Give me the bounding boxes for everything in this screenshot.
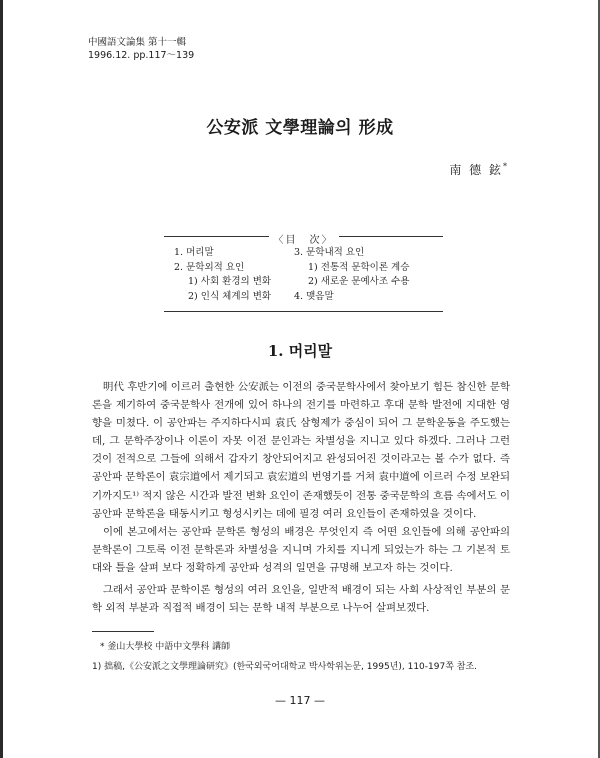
toc-heading: 〈目 次〉 xyxy=(269,235,339,246)
author-footnote-mark: * xyxy=(503,162,507,171)
footnote-affiliation: * 釜山大學校 中語中文學科 講師 xyxy=(100,642,231,652)
paragraph: 明代 후반기에 이르러 출현한 公安派는 이전의 중국문학사에서 찾아보기 힘든 참신한 문학론을 제기하여 중국문학사 전개에 있어 하나의 전기를 마련하고 후대 문학 발전에 지대한 영향을 미쳤다. 이 공안파는 주지하다시피 袁氏 삼형제가 중심이 되어 그 문학운동을 주도했는데, 그 문학주장이나 이론이 자못 이전 문인과는 차별성을 지니고 있다 하겠다. 그러나 그런 것이 전적으로 그들에 의해서 갑자기 창안되어지고 완성되어진 것이라고는 볼 수가 없다. 즉 공안파 문학론이 袁宗道에서 제기되고 袁宏道의 번영기를 거쳐 袁中道에 이르러 수정 보완되기까지도¹⁾ 적지 않은 시간과 발전 변화 요인이 존재했듯이 전통 중국문학의 흐름 속에서도 이 공안파 문학론을 태동시키고 형성시키는 데에 필경 여러 요인들이 존재하였을 것이다. xyxy=(92,381,510,520)
journal-header xyxy=(88,36,194,62)
toc-item: 3. 문학내적 요인 xyxy=(294,247,365,258)
paragraph: 그래서 공안파 문학이론 형성의 여러 요인을, 일반적 배경이 되는 사회 사상적인 부분의 문학 외적 부분과 직접적 배경이 되는 문학 내적 부분으로 나누어 살펴보겠다. xyxy=(92,584,510,615)
section-heading: 1. 머리말 xyxy=(267,342,333,360)
toc-right-column xyxy=(294,246,409,304)
footnote-1: 1) 拙稿,《公安派之文學理論研究》(한국외국어대학교 박사학위논문, 1995년), 110-197쪽 참조. xyxy=(92,662,478,672)
table-of-contents xyxy=(164,236,443,312)
toc-subitem: 2) 새로운 문예사조 수용 xyxy=(308,276,410,287)
journal-name: 中國語文論集 第十一輯 xyxy=(88,37,187,48)
toc-subitem: 1) 전통적 문학이론 계승 xyxy=(308,261,410,273)
journal-issue: 1996.12. pp.117～139 xyxy=(88,50,195,61)
footnote-divider xyxy=(92,631,154,632)
page-number: — 117 — xyxy=(275,694,325,707)
author xyxy=(449,161,507,178)
toc-left-column xyxy=(174,246,271,304)
toc-item: 4. 맺음말 xyxy=(294,290,334,302)
paragraph: 이에 본고에서는 공안파 문학론 형성의 배경은 무엇인지 즉 어떤 요인들에 의해 공안파의 문학론이 그토록 이전 문학론과 차별성을 지니며 가치를 지니게 되었는가 하는 그 기본적 토대와 틀을 살펴 보다 정확하게 공안파 성격의 일면을 규명해 보고자 하는 것이다. xyxy=(92,525,510,574)
author-name: 南 德 鉉 xyxy=(449,163,503,177)
toc-item: 1. 머리말 xyxy=(174,247,214,258)
toc-item: 2. 문학외적 요인 xyxy=(174,261,245,273)
toc-subitem: 1) 사회 환경의 변화 xyxy=(188,276,272,287)
body-text xyxy=(92,378,510,617)
article-title: 公安派 文學理論의 形成 xyxy=(206,118,394,138)
toc-subitem: 2) 인식 체계의 변화 xyxy=(188,290,272,302)
